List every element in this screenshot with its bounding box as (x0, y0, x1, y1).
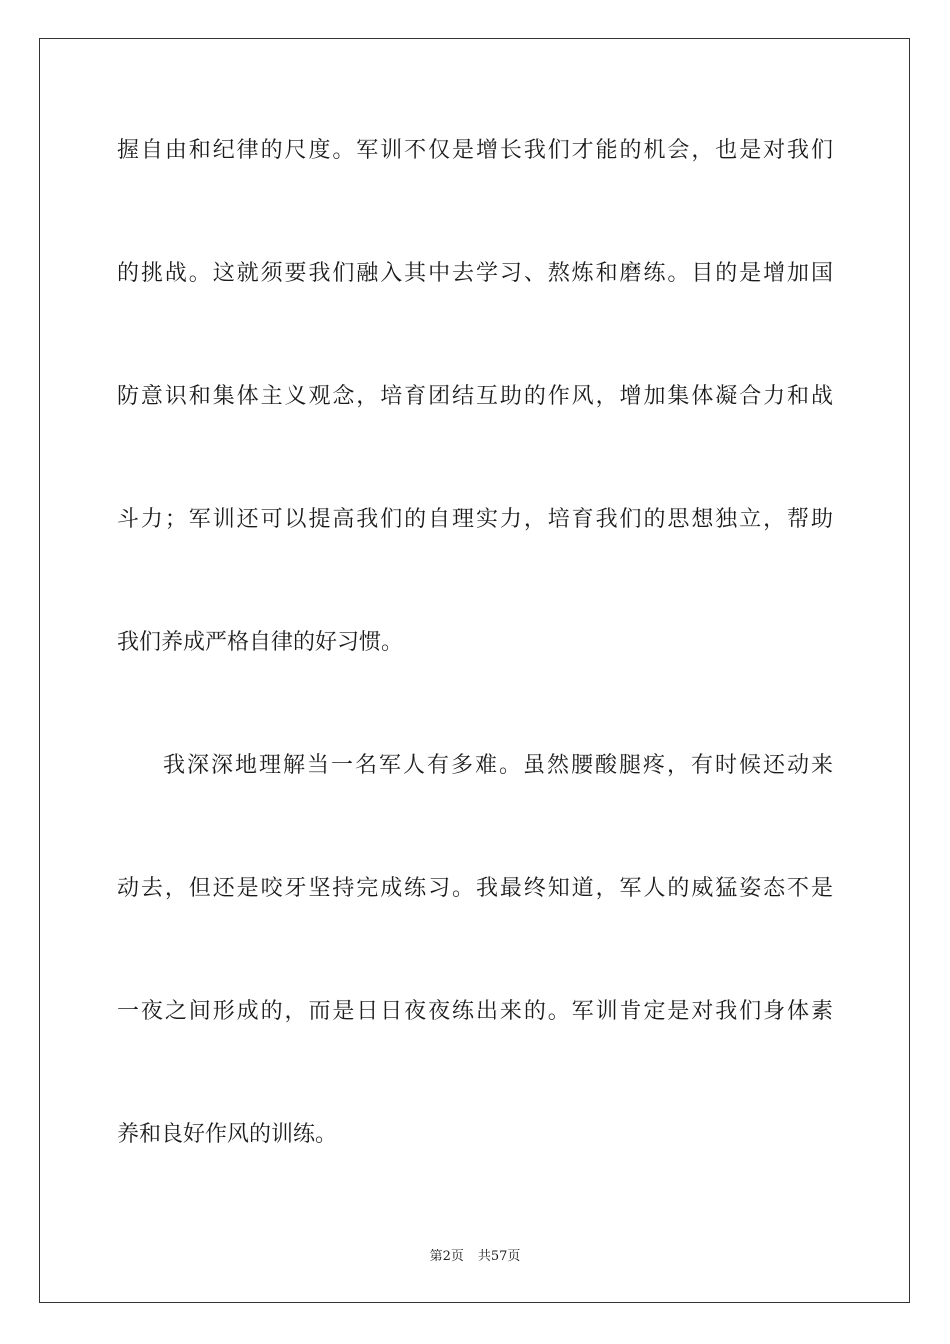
paragraph-line-4: 斗力；军训还可以提高我们的自理实力，培育我们的思想独立，帮助 (117, 507, 833, 532)
page-number: 第2页 (429, 1249, 464, 1264)
paragraph-line-3: 防意识和集体主义观念，培育团结互助的作风，增加集体凝合力和战 (117, 384, 833, 409)
paragraph-line-1: 握自由和纪律的尺度。军训不仅是增长我们才能的机会，也是对我们 (117, 138, 833, 163)
page-total: 共57页 (477, 1249, 521, 1264)
paragraph-line-7: 动去，但还是咬牙坚持完成练习。我最终知道，军人的威猛姿态不是 (117, 876, 833, 901)
paragraph-line-6: 我深深地理解当一名军人有多难。虽然腰酸腿疼，有时候还动来 (163, 753, 833, 778)
paragraph-line-5: 我们养成严格自律的好习惯。 (117, 630, 404, 655)
page-border (39, 38, 910, 1303)
paragraph-line-2: 的挑战。这就须要我们融入其中去学习、熬炼和磨练。目的是增加国 (117, 261, 833, 286)
paragraph-line-9: 养和良好作风的训练。 (117, 1122, 338, 1147)
paragraph-line-8: 一夜之间形成的，而是日日夜夜练出来的。军训肯定是对我们身体素 (117, 999, 833, 1024)
page-footer (0, 1247, 950, 1267)
